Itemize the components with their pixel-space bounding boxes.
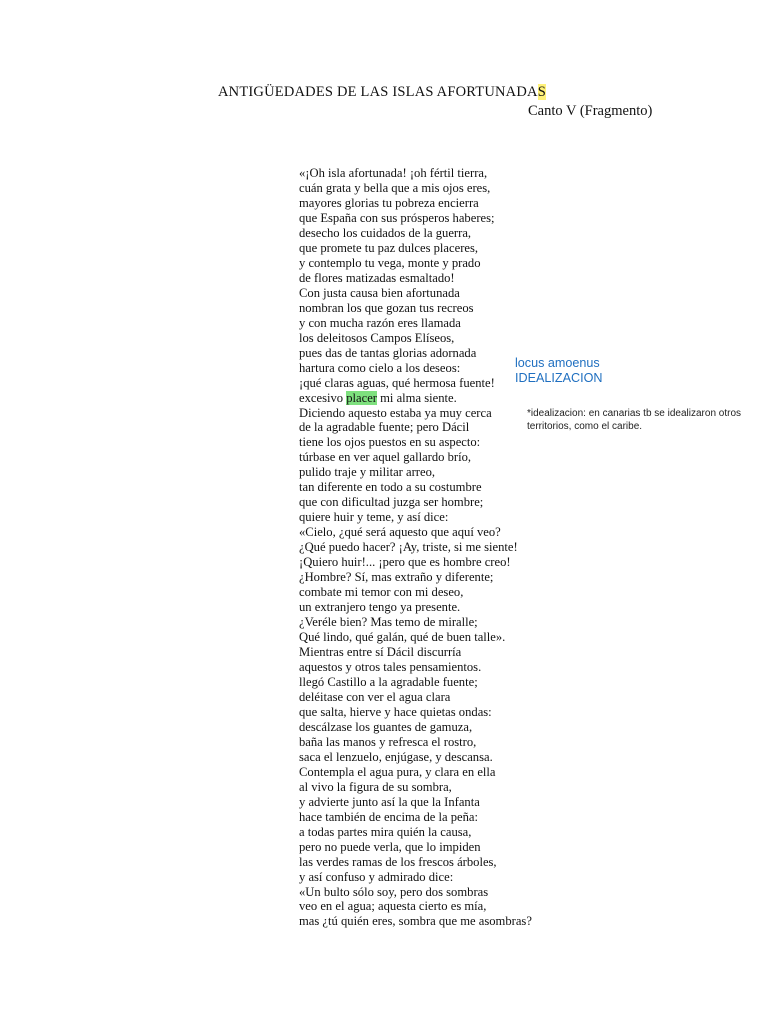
poem-line bbox=[299, 780, 532, 795]
poem-line-rest: mi alma siente. bbox=[376, 390, 457, 405]
poem-line-text: desecho los cuidados de la guerra, bbox=[299, 225, 472, 240]
annotation-line-locus: locus amoenus bbox=[515, 356, 600, 370]
poem-line-text: que con dificultad juzga ser hombre; bbox=[299, 495, 484, 510]
poem-line bbox=[299, 406, 532, 421]
poem-line-text: aquestos y otros tales pensamientos. bbox=[299, 659, 482, 674]
poem-line bbox=[299, 810, 532, 825]
poem-line-text: ¡Quiero huir!... ¡pero que es hombre creo! bbox=[299, 555, 511, 570]
poem-line-text: Mientras entre sí Dácil discurría bbox=[299, 645, 462, 659]
poem-line bbox=[299, 765, 532, 780]
poem-line-text: un extranjero tengo ya presente. bbox=[299, 600, 461, 615]
highlighted-word: placer bbox=[346, 390, 377, 405]
poem-line bbox=[299, 870, 532, 885]
poem-line-text: deléitase con ver el agua clara bbox=[299, 689, 451, 704]
poem-line bbox=[299, 690, 532, 705]
poem-line bbox=[299, 301, 532, 316]
poem-line-text: ¿Qué puedo hacer? ¡Ay, triste, si me siente! bbox=[299, 540, 518, 555]
poem-line-text: veo en el agua; aquesta cierto es mía, bbox=[299, 899, 487, 914]
poem-line-text: quiere huir y teme, y así dice: bbox=[299, 510, 449, 525]
poem-line-text: Con justa causa bien afortunada bbox=[299, 285, 460, 300]
poem-line-text: las verdes ramas de los frescos árboles, bbox=[299, 854, 497, 869]
title-text: ANTIGÜEDADES DE LAS ISLAS AFORTUNADA bbox=[218, 84, 538, 100]
poem-line bbox=[299, 450, 532, 465]
poem-line bbox=[299, 391, 532, 406]
poem-line bbox=[299, 600, 532, 615]
poem-line-text: ¿Veréle bien? Mas temo de miralle; bbox=[299, 615, 478, 630]
poem-line-text: pero no puede verla, que lo impiden bbox=[299, 839, 481, 854]
poem-line-text: hace también de encima de la peña: bbox=[299, 809, 479, 824]
poem-line bbox=[299, 570, 532, 585]
poem-line bbox=[299, 196, 532, 211]
poem-line bbox=[299, 346, 532, 361]
poem-line-text: al vivo la figura de su sombra, bbox=[299, 779, 452, 794]
poem-line bbox=[299, 720, 532, 735]
poem-line-text: nombran los que gozan tus recreos bbox=[299, 300, 474, 315]
poem-text bbox=[299, 166, 532, 929]
poem-line-text: pulido traje y militar arreo, bbox=[299, 465, 436, 480]
poem-line bbox=[299, 331, 532, 346]
poem-line bbox=[299, 465, 532, 480]
margin-annotation-note: *idealizacion: en canarias tb se idealizaron otros territorios, como el caribe. bbox=[527, 408, 742, 432]
annotation-line-idealizacion: IDEALIZACION bbox=[515, 371, 603, 385]
poem-line bbox=[299, 705, 532, 720]
poem-line-text: y con mucha razón eres llamada bbox=[299, 315, 461, 330]
poem-line bbox=[299, 750, 532, 765]
poem-line-text: «Cielo, ¿qué será aquesto que aquí veo? bbox=[299, 525, 501, 540]
poem-line bbox=[299, 181, 532, 196]
poem-line bbox=[299, 795, 532, 810]
poem-line-text: descálzase los guantes de gamuza, bbox=[299, 719, 473, 734]
poem-line bbox=[299, 420, 532, 435]
poem-line-text: Contempla el agua pura, y clara en ella bbox=[299, 764, 496, 779]
poem-line bbox=[299, 510, 532, 525]
poem-line-text: combate mi temor con mi deseo, bbox=[299, 585, 464, 600]
poem-line bbox=[299, 271, 532, 286]
poem-line-text: excesivo bbox=[299, 390, 347, 405]
poem-line-text: y contemplo tu vega, monte y prado bbox=[299, 255, 481, 270]
poem-line-text: pues das de tantas glorias adornada bbox=[299, 345, 477, 360]
poem-line bbox=[299, 226, 532, 241]
poem-line bbox=[299, 540, 532, 555]
poem-line bbox=[299, 735, 532, 750]
document-title bbox=[218, 84, 546, 101]
poem-line-text: «¡Oh isla afortunada! ¡oh fértil tierra, bbox=[299, 166, 488, 180]
poem-line-text: baña las manos y refresca el rostro, bbox=[299, 734, 477, 749]
poem-line-text: ¡qué claras aguas, qué hermosa fuente! bbox=[299, 375, 495, 390]
poem-line-text: de flores matizadas esmaltado! bbox=[299, 270, 455, 285]
poem-line-text: «Un bulto sólo soy, pero dos sombras bbox=[299, 884, 489, 899]
poem-line bbox=[299, 211, 532, 226]
document-subtitle: Canto V (Fragmento) bbox=[528, 103, 653, 119]
poem-line-text: mas ¿tú quién eres, sombra que me asombras? bbox=[299, 914, 532, 929]
poem-line-text: Diciendo aquesto estaba ya muy cerca bbox=[299, 405, 492, 420]
poem-line-text: que promete tu paz dulces placeres, bbox=[299, 240, 479, 255]
margin-annotation-blue bbox=[515, 356, 602, 386]
poem-line bbox=[299, 480, 532, 495]
poem-line bbox=[299, 376, 532, 391]
poem-line-text: tiene los ojos puestos en su aspecto: bbox=[299, 435, 481, 450]
poem-line bbox=[299, 914, 532, 929]
poem-line bbox=[299, 660, 532, 675]
poem-line-text: y así confuso y admirado dice: bbox=[299, 869, 454, 884]
poem-line-text: cuán grata y bella que a mis ojos eres, bbox=[299, 180, 491, 195]
poem-line-text: hartura como cielo a los deseos: bbox=[299, 360, 461, 375]
poem-line bbox=[299, 855, 532, 870]
poem-line-text: ¿Hombre? Sí, mas extraño y diferente; bbox=[299, 570, 494, 585]
poem-line-text: Qué lindo, qué galán, qué de buen talle». bbox=[299, 630, 506, 645]
poem-line bbox=[299, 286, 532, 301]
poem-line-text: llegó Castillo a la agradable fuente; bbox=[299, 674, 478, 689]
poem-line-text: saca el lenzuelo, enjúgase, y descansa. bbox=[299, 749, 493, 764]
poem-line-text: los deleitosos Campos Elíseos, bbox=[299, 330, 455, 345]
poem-line-text: tan diferente en todo a su costumbre bbox=[299, 480, 482, 495]
poem-line bbox=[299, 241, 532, 256]
poem-line-text: que España con sus prósperos haberes; bbox=[299, 210, 495, 225]
poem-line bbox=[299, 585, 532, 600]
poem-line bbox=[299, 675, 532, 690]
poem-line bbox=[299, 435, 532, 450]
poem-line-text: y advierte junto así la que la Infanta bbox=[299, 794, 480, 809]
poem-line bbox=[299, 256, 532, 271]
poem-line bbox=[299, 899, 532, 914]
poem-line bbox=[299, 615, 532, 630]
poem-line bbox=[299, 525, 532, 540]
poem-line-text: que salta, hierve y hace quietas ondas: bbox=[299, 704, 492, 719]
poem-line bbox=[299, 495, 532, 510]
poem-line-text: mayores glorias tu pobreza encierra bbox=[299, 195, 479, 210]
title-highlighted-letter: S bbox=[537, 84, 546, 100]
poem-line bbox=[299, 630, 532, 645]
poem-line bbox=[299, 645, 532, 660]
poem-line-text: túrbase en ver aquel gallardo brío, bbox=[299, 450, 472, 465]
poem-line bbox=[299, 361, 532, 376]
poem-line bbox=[299, 555, 532, 570]
poem-line bbox=[299, 166, 532, 181]
poem-line bbox=[299, 885, 532, 900]
poem-line bbox=[299, 825, 532, 840]
poem-line-text: de la agradable fuente; pero Dácil bbox=[299, 420, 470, 435]
poem-line bbox=[299, 840, 532, 855]
poem-line bbox=[299, 316, 532, 331]
poem-line-text: a todas partes mira quién la causa, bbox=[299, 824, 472, 839]
